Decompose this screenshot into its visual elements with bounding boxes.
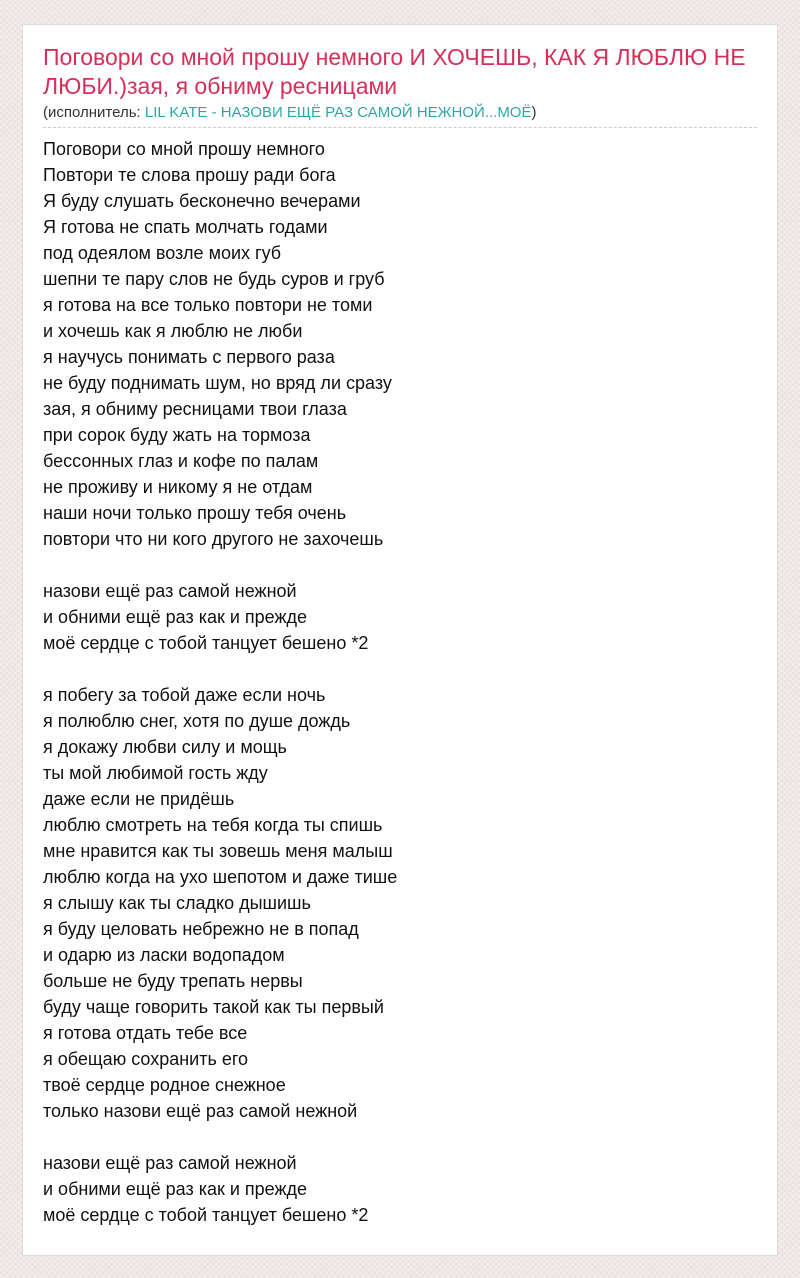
- lyric-line: люблю когда на ухо шепотом и даже тише: [43, 867, 398, 887]
- lyrics-stanza: [43, 578, 757, 656]
- artist-prefix: (исполнитель:: [43, 104, 145, 121]
- lyric-line: Я готова не спать молчать годами: [43, 217, 328, 237]
- lyric-line: наши ночи только прошу тебя очень: [43, 503, 347, 523]
- lyric-line: ты мой любимой гость жду: [43, 763, 268, 783]
- lyric-line: больше не буду трепать нервы: [43, 971, 303, 991]
- artist-line: [43, 104, 537, 122]
- lyric-line: бессонных глаз и кофе по палам: [43, 451, 319, 471]
- lyric-line: даже если не придёшь: [43, 789, 235, 809]
- lyric-line: я готова отдать тебе все: [43, 1023, 248, 1043]
- lyric-line: я научусь понимать с первого раза: [43, 347, 335, 367]
- lyric-line: назови ещё раз самой нежной: [43, 581, 297, 601]
- lyric-line: только назови ещё раз самой нежной: [43, 1101, 358, 1121]
- lyric-line: я полюблю снег, хотя по душе дождь: [43, 711, 351, 731]
- lyric-line: и обними ещё раз как и прежде: [43, 1179, 308, 1199]
- divider: [43, 127, 757, 128]
- lyrics-stanza: [43, 136, 757, 552]
- lyric-line: Повтори те слова прошу ради бога: [43, 165, 336, 185]
- lyrics-body: [43, 136, 757, 1254]
- lyric-line: моё сердце с тобой танцует бешено *2: [43, 633, 369, 653]
- lyric-line: люблю смотреть на тебя когда ты спишь: [43, 815, 383, 835]
- artist-suffix: ): [531, 104, 537, 121]
- artist-link[interactable]: LIL KATE - НАЗОВИ ЕЩЁ РАЗ САМОЙ НЕЖНОЙ...МОЁ: [144, 104, 532, 121]
- lyric-line: Я буду слушать бесконечно вечерами: [43, 191, 361, 211]
- lyric-line: не проживу и никому я не отдам: [43, 477, 313, 497]
- lyric-line: назови ещё раз самой нежной: [43, 1153, 297, 1173]
- lyric-line: Поговори со мной прошу немного: [43, 139, 325, 159]
- lyric-line: при сорок буду жать на тормоза: [43, 425, 311, 445]
- lyric-line: моё сердце с тобой танцует бешено *2: [43, 1205, 369, 1225]
- lyric-line: и хочешь как я люблю не люби: [43, 321, 303, 341]
- lyric-line: я буду целовать небрежно не в попад: [43, 919, 359, 939]
- lyric-line: я обещаю сохранить его: [43, 1049, 249, 1069]
- song-title: Поговори со мной прошу немного И ХОЧЕШЬ, КАК Я ЛЮБЛЮ НЕ ЛЮБИ.)зая, я обниму ресницами: [43, 44, 746, 99]
- lyric-line: мне нравится как ты зовешь меня малыш: [43, 841, 393, 861]
- lyric-line: я слышу как ты сладко дышишь: [43, 893, 311, 913]
- lyrics-stanza: [43, 1150, 757, 1228]
- lyric-line: и обними ещё раз как и прежде: [43, 607, 308, 627]
- lyric-line: и одарю из ласки водопадом: [43, 945, 285, 965]
- lyric-line: я побегу за тобой даже если ночь: [43, 685, 326, 705]
- lyric-line: шепни те пару слов не будь суров и груб: [43, 269, 385, 289]
- lyric-line: я готова на все только повтори не томи: [43, 295, 373, 315]
- lyric-line: я докажу любви силу и мощь: [43, 737, 287, 757]
- lyric-line: повтори что ни кого другого не захочешь: [43, 529, 384, 549]
- lyrics-card: [22, 24, 778, 1256]
- lyric-line: под одеялом возле моих губ: [43, 243, 282, 263]
- lyric-line: буду чаще говорить такой как ты первый: [43, 997, 384, 1017]
- lyric-line: зая, я обниму ресницами твои глаза: [43, 399, 347, 419]
- lyrics-stanza: [43, 682, 757, 1124]
- lyric-line: не буду поднимать шум, но вряд ли сразу: [43, 373, 392, 393]
- lyric-line: твоё сердце родное снежное: [43, 1075, 286, 1095]
